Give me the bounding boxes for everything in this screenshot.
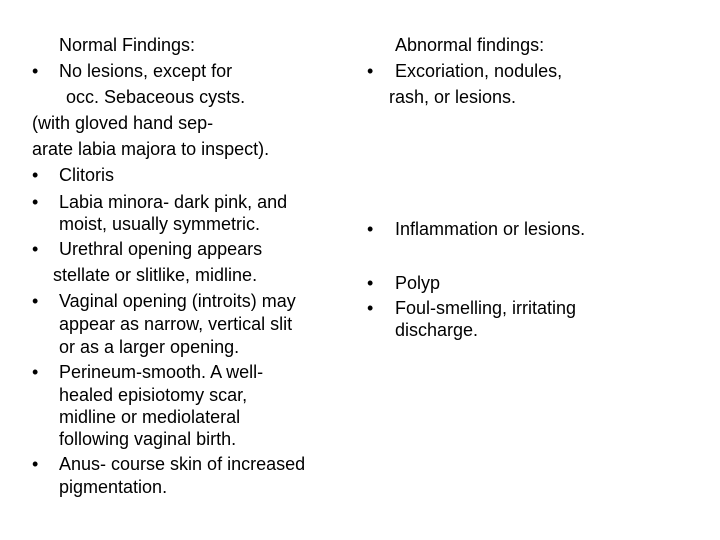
bullet-icon: • — [32, 454, 39, 474]
normal-item-text: Labia minora- dark pink, and — [59, 192, 288, 212]
normal-item-text: following vaginal birth. — [59, 429, 237, 449]
abnormal-item-text: rash, or lesions. — [389, 87, 517, 107]
normal-item-text: occ. Sebaceous cysts. — [66, 87, 246, 107]
bullet-icon: • — [32, 239, 39, 259]
normal-item-text: Clitoris — [59, 165, 115, 185]
normal-item-text: Vaginal opening (introits) may — [59, 291, 296, 311]
bullet-icon: • — [32, 61, 39, 81]
abnormal-item-text: Polyp — [395, 273, 441, 293]
normal-item-text: midline or mediolateral — [59, 407, 241, 427]
normal-item-text: appear as narrow, vertical slit — [59, 314, 293, 334]
normal-item-text: moist, usually symmetric. — [59, 214, 261, 234]
normal-item-text: (with gloved hand sep- — [32, 113, 214, 133]
bullet-icon: • — [32, 291, 39, 311]
abnormal-item-text: discharge. — [395, 320, 479, 340]
bullet-icon: • — [367, 298, 374, 318]
normal-item-text: or as a larger opening. — [59, 337, 240, 357]
bullet-icon: • — [32, 192, 39, 212]
abnormal-item-text: Excoriation, nodules, — [395, 61, 563, 81]
normal-item-text: healed episiotomy scar, — [59, 385, 248, 405]
normal-item-text: stellate or slitlike, midline. — [53, 265, 258, 285]
abnormal-item-text: Foul-smelling, irritating — [395, 298, 577, 318]
bullet-icon: • — [367, 61, 374, 81]
bullet-icon: • — [367, 219, 374, 239]
normal-item-text: Perineum-smooth. A well- — [59, 362, 264, 382]
normal-item-text: Anus- course skin of increased — [59, 454, 306, 474]
normal-item-text: No lesions, except for — [59, 61, 233, 81]
normal-item-text: arate labia majora to inspect). — [32, 139, 270, 159]
bullet-icon: • — [32, 165, 39, 185]
bullet-icon: • — [367, 273, 374, 293]
abnormal-item-text: Inflammation or lesions. — [395, 219, 586, 239]
normal-findings-heading: Normal Findings: — [59, 35, 196, 55]
normal-item-text: Urethral opening appears — [59, 239, 263, 259]
bullet-icon: • — [32, 362, 39, 382]
normal-item-text: pigmentation. — [59, 477, 168, 497]
abnormal-findings-heading: Abnormal findings: — [395, 35, 545, 55]
